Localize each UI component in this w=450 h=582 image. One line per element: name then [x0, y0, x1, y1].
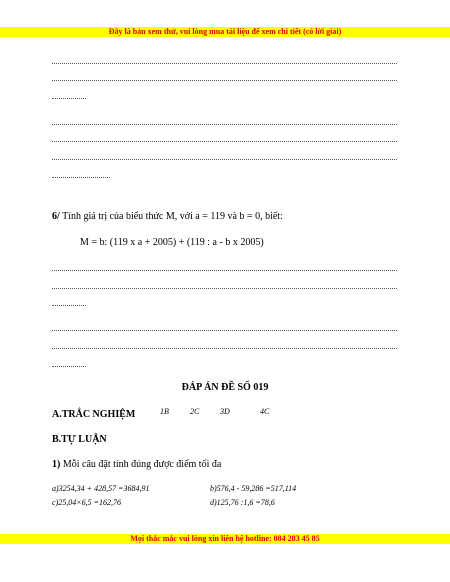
item-1-text: Mỗi câu đặt tính đúng được điểm tối đa — [60, 459, 222, 470]
item-1-number: 1) — [52, 459, 61, 470]
calc-a: a)3254,34 + 428,57 =3684,91 — [52, 484, 150, 493]
answer-2: 2C — [190, 407, 200, 416]
section-b-label: B.TỰ LUẬN — [52, 434, 107, 445]
calc-c: c)25,04×6,5 =162,76 — [52, 498, 122, 507]
question-6 — [52, 211, 283, 222]
answer-line — [52, 330, 397, 331]
section-b-item-1 — [52, 459, 221, 470]
answer-key-title: ĐÁP ÁN ĐỀ SỐ 019 — [181, 382, 269, 393]
question-6-text: Tính giá trị của biểu thức M, với a = 119 và b = 0, biết: — [59, 211, 283, 222]
answer-line — [52, 348, 397, 349]
answer-line — [52, 305, 86, 306]
answer-line — [52, 366, 86, 367]
answer-line — [52, 159, 397, 160]
hotline-banner: Mọi thắc mắc vui lòng xin liên hệ hotline: 084 283 45 85 — [0, 534, 450, 544]
preview-notice-banner: Đây là bản xem thử, vui lòng mua tài liệu để xem chi tiết (có lời giải) — [0, 27, 450, 37]
calc-b: b)576,4 - 59,286 =517,114 — [210, 484, 297, 493]
answer-line — [52, 80, 397, 81]
answer-line — [52, 141, 397, 142]
answer-line — [52, 288, 397, 289]
answer-line — [52, 63, 397, 64]
answer-1: 1B — [160, 407, 169, 416]
answer-line — [52, 124, 397, 125]
answer-line — [52, 177, 110, 178]
question-6-number: 6/ — [52, 211, 60, 222]
calc-d: d)125,76 :1,6 =78,6 — [210, 498, 275, 507]
section-a-label: A.TRẮC NGHIỆM — [52, 409, 136, 420]
answer-line — [52, 98, 86, 99]
answer-4: 4C — [260, 407, 270, 416]
answer-line — [52, 270, 397, 271]
question-6-expression: M = b: (119 x a + 2005) + (119 : a - b x 2005) — [80, 237, 264, 248]
answer-3: 3D — [220, 407, 230, 416]
